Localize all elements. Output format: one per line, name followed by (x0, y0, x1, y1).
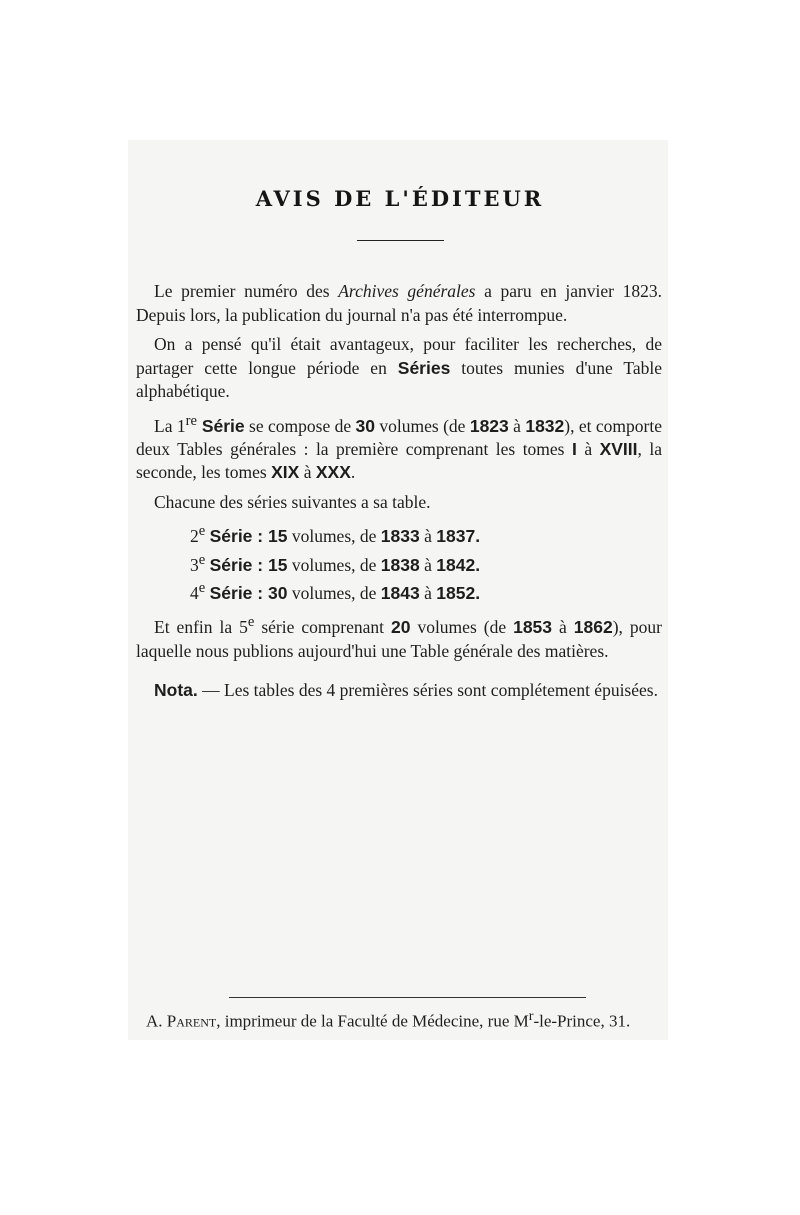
series-number: 2 (190, 526, 199, 547)
series-volumes: 15 (267, 526, 288, 547)
p3-t5: ), et comporte deux Tables générales : la première comprenant les tomes (136, 415, 662, 459)
series-colon: : (252, 554, 268, 575)
para1-text-before: Le premier numéro des (154, 281, 339, 301)
p3-t3: volumes (de (375, 415, 470, 436)
printer-address: , imprimeur de la Faculté de Médecine, rue M (216, 1011, 529, 1031)
series-label: Série (209, 526, 253, 547)
printer-initial: A. (146, 1011, 167, 1031)
para2-text-before: On a pensé qu'il était avantageux, pour faciliter les recherches, de partager cette longue période en (136, 334, 662, 378)
series-number: 3 (190, 554, 199, 575)
series-start-year: 1843 (380, 582, 420, 603)
first-series-ordinal-suffix: re (185, 412, 197, 429)
fifth-series-end-year: 1862 (573, 617, 613, 638)
fifth-series-start-year: 1853 (513, 617, 553, 638)
series-term: Séries (397, 357, 451, 378)
p5-t4: à (552, 617, 574, 638)
first-series-start-year: 1823 (469, 415, 509, 436)
page-title: AVIS DE L'ÉDITEUR (255, 186, 545, 211)
series-words: volumes, de (287, 582, 381, 603)
series-end-year: 1842 (436, 554, 476, 575)
tome-range-b-end: XXX (315, 462, 351, 483)
p3-t1: La (154, 415, 177, 436)
series-start-year: 1833 (380, 526, 420, 547)
printer-imprint (146, 1008, 666, 1032)
series-to: à (419, 554, 437, 575)
series-words: volumes, de (287, 554, 381, 575)
series-label: Série (209, 554, 253, 575)
series-words: volumes, de (287, 526, 381, 547)
series-number-suffix: e (198, 551, 206, 568)
paragraph-intro (136, 280, 662, 327)
p3-t2: se compose de (244, 415, 356, 436)
series-number-suffix: e (198, 523, 206, 540)
series-to: à (419, 582, 437, 603)
nota-text: — Les tables des 4 premières séries sont complétement épuisées. (197, 680, 658, 701)
nota-label: Nota. (154, 680, 198, 701)
first-series-volumes: 30 (355, 415, 375, 436)
series-item (190, 577, 662, 605)
printer-address-sup: r (528, 1008, 534, 1024)
p3-t8: à (299, 462, 316, 483)
series-period: . (475, 554, 481, 575)
p5-t5: ), pour laquelle nous publions aujourd'hui une Table générale des matières. (136, 617, 663, 661)
series-start-year: 1838 (380, 554, 420, 575)
series-volumes: 30 (267, 582, 288, 603)
series-end-year: 1837 (436, 526, 476, 547)
paragraph-following-series: Chacune des séries suivantes a sa table. (154, 491, 431, 512)
series-number-suffix: e (198, 579, 206, 596)
series-label: Série (209, 582, 253, 603)
p3-t9: . (350, 462, 356, 483)
fifth-series-number: 5 (239, 617, 248, 638)
p3-t4: à (508, 415, 526, 436)
notice-body (136, 280, 662, 709)
paragraph-series (136, 333, 662, 404)
journal-title: Archives générales (338, 281, 476, 301)
printer-name: Parent (166, 1011, 217, 1031)
para2-text-after: toutes munies d'une Table alphabétique. (136, 357, 662, 401)
series-colon: : (252, 582, 268, 603)
fifth-series-volumes: 20 (390, 617, 411, 638)
p5-t2: série comprenant (254, 617, 391, 638)
paragraph-first-series (136, 410, 662, 485)
tome-range-a-start: I (571, 438, 577, 459)
series-list (136, 520, 662, 605)
tome-range-a-end: XVIII (599, 438, 638, 459)
p5-t1: Et enfin la (154, 617, 240, 638)
first-series-ordinal: 1 (176, 415, 186, 436)
p5-t3: volumes (de (410, 617, 514, 638)
series-to: à (419, 526, 437, 547)
nota-paragraph (136, 679, 662, 703)
title-divider (357, 240, 444, 241)
series-period: . (475, 582, 481, 603)
series-end-year: 1852 (436, 582, 476, 603)
footer-divider (229, 997, 586, 998)
series-item (190, 549, 662, 577)
paragraph-fifth-series (136, 611, 662, 663)
tome-range-b-start: XIX (271, 462, 300, 483)
series-period: . (475, 526, 481, 547)
para1-text-after: a paru en janvier 1823. Depuis lors, la publication du journal n'a pas été interrompue. (136, 281, 662, 325)
printer-address-end: -le-Prince, 31. (533, 1011, 631, 1031)
first-series-end-year: 1832 (525, 415, 565, 436)
series-volumes: 15 (267, 554, 288, 575)
series-item (190, 520, 662, 548)
series-colon: : (252, 526, 268, 547)
first-series-label: Série (196, 415, 245, 436)
series-number: 4 (190, 582, 199, 603)
fifth-series-suffix: e (247, 614, 255, 631)
p3-t6: à (576, 438, 600, 459)
p3-t7: , la seconde, les tomes (136, 438, 662, 483)
